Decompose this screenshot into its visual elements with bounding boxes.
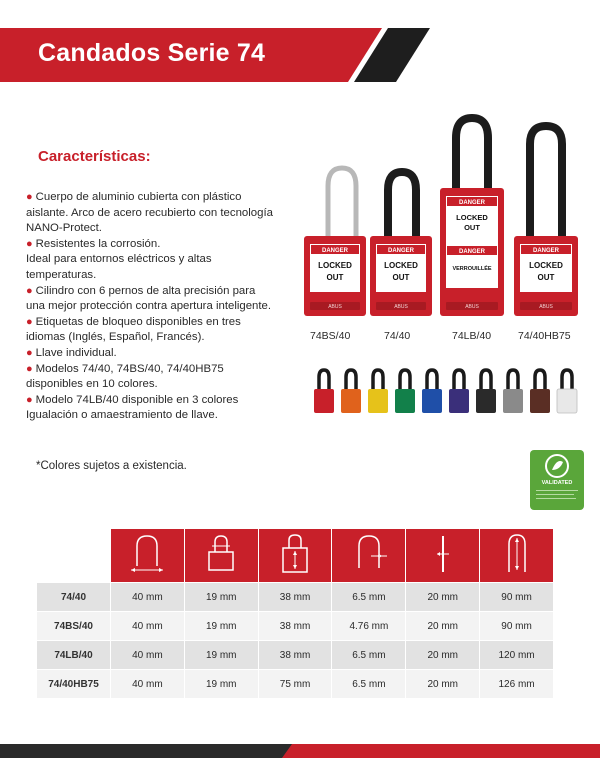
bullet-icon: ● <box>26 362 33 375</box>
bullet-icon: ● <box>26 191 33 203</box>
color-padlock <box>422 370 442 413</box>
features-list <box>26 190 274 424</box>
bullet-icon: ● <box>26 346 33 359</box>
feature-item: ● Modelos 74/40, 74BS/40, 74/40HB75 disponibles en 10 colores. <box>26 362 224 391</box>
svg-text:DANGER: DANGER <box>321 248 349 254</box>
footer-bar <box>0 744 600 758</box>
lock-label-74bs40: 74BS/40 <box>310 330 351 342</box>
color-padlock <box>476 370 496 413</box>
page-title: Candados Serie 74 <box>38 39 266 67</box>
feature-item: ● Cilindro con 6 pernos de alta precisión para una mejor protección contra apertura inteligente. <box>26 284 272 313</box>
bullet-icon: ● <box>26 393 33 406</box>
svg-text:ABUS: ABUS <box>394 304 408 310</box>
padlock-images <box>300 108 590 328</box>
lock-label-7440hb75: 74/40HB75 <box>518 330 571 342</box>
bullet-icon: ● <box>26 284 33 297</box>
feature-item: ● Etiquetas de bloqueo disponibles en tres idiomas (Inglés, Español, Francés). <box>26 315 241 344</box>
color-padlocks <box>312 368 582 418</box>
svg-text:LOCKED: LOCKED <box>529 261 563 270</box>
bullet-icon: ● <box>26 237 33 250</box>
svg-text:ABUS: ABUS <box>328 304 342 310</box>
color-padlock <box>449 370 469 413</box>
spec-table <box>36 528 554 699</box>
table-row: 74BS/40 40 mm 19 mm 38 mm 4.76 mm 20 mm 90 mm <box>37 612 554 641</box>
svg-text:DANGER: DANGER <box>387 248 415 254</box>
lock-label-74lb40: 74LB/40 <box>452 330 492 342</box>
shackle-width-icon <box>111 529 185 583</box>
svg-text:LOCKED: LOCKED <box>384 261 418 270</box>
svg-text:LOCKED: LOCKED <box>456 213 488 222</box>
padlock-gallery <box>300 108 590 348</box>
svg-text:OUT: OUT <box>464 223 480 232</box>
padlock-7440-image <box>370 172 432 316</box>
color-padlock <box>557 370 577 413</box>
svg-text:OUT: OUT <box>392 273 410 282</box>
lock-label-7440: 74/40 <box>384 330 411 342</box>
body-height-icon <box>258 529 332 583</box>
table-row: 74/40HB75 40 mm 19 mm 75 mm 6.5 mm 20 mm 126 mm <box>37 670 554 699</box>
color-variants <box>312 368 582 423</box>
spec-icon-row <box>37 529 554 583</box>
svg-text:VERROUILLÉE: VERROUILLÉE <box>452 266 492 272</box>
color-padlock <box>314 370 334 413</box>
svg-text:DANGER: DANGER <box>458 200 486 206</box>
feature-item: ● Resistentes la corrosión. <box>26 237 161 250</box>
validated-badge <box>530 450 584 510</box>
color-padlock <box>368 370 388 413</box>
bullet-icon: ● <box>26 315 33 328</box>
svg-text:ABUS: ABUS <box>465 304 479 310</box>
feature-item: Ideal para entornos eléctricos y altas temperaturas. <box>26 253 212 281</box>
svg-text:OUT: OUT <box>537 273 555 282</box>
header-banner <box>0 28 600 82</box>
shackle-clearance-icon <box>406 529 480 583</box>
table-row: 74LB/40 40 mm 19 mm 38 mm 6.5 mm 20 mm 120 mm <box>37 641 554 670</box>
color-padlock <box>530 370 550 413</box>
shackle-diameter-icon <box>332 529 406 583</box>
padlock-7440hb75-image <box>514 126 578 316</box>
badge-label: VALIDATED <box>541 480 573 486</box>
padlock-74lb40-image <box>440 118 504 316</box>
features-heading: Características: <box>38 148 151 165</box>
svg-text:ABUS: ABUS <box>539 304 553 310</box>
svg-text:OUT: OUT <box>326 273 344 282</box>
shackle-height-icon <box>480 529 554 583</box>
color-padlock <box>395 370 415 413</box>
leaf-icon <box>530 452 584 482</box>
svg-text:DANGER: DANGER <box>532 248 560 254</box>
table-row: 74/40 40 mm 19 mm 38 mm 6.5 mm 20 mm 90 mm <box>37 583 554 612</box>
feature-item: ● Cuerpo de aluminio cubierta con plástico aislante. Arco de acero recubierto con tecnología NANO-Protect. <box>26 191 273 235</box>
color-padlock <box>503 370 523 413</box>
body-width-icon <box>184 529 258 583</box>
padlock-74bs40-image <box>304 168 366 316</box>
feature-item: ● Llave individual. <box>26 346 117 359</box>
feature-item: ● Modelo 74LB/40 disponible en 3 colores Igualación o amaestramiento de llave. <box>26 393 239 422</box>
color-padlock <box>341 370 361 413</box>
svg-text:LOCKED: LOCKED <box>318 261 352 270</box>
stock-note: *Colores sujetos a existencia. <box>36 460 187 472</box>
svg-text:DANGER: DANGER <box>458 249 486 255</box>
